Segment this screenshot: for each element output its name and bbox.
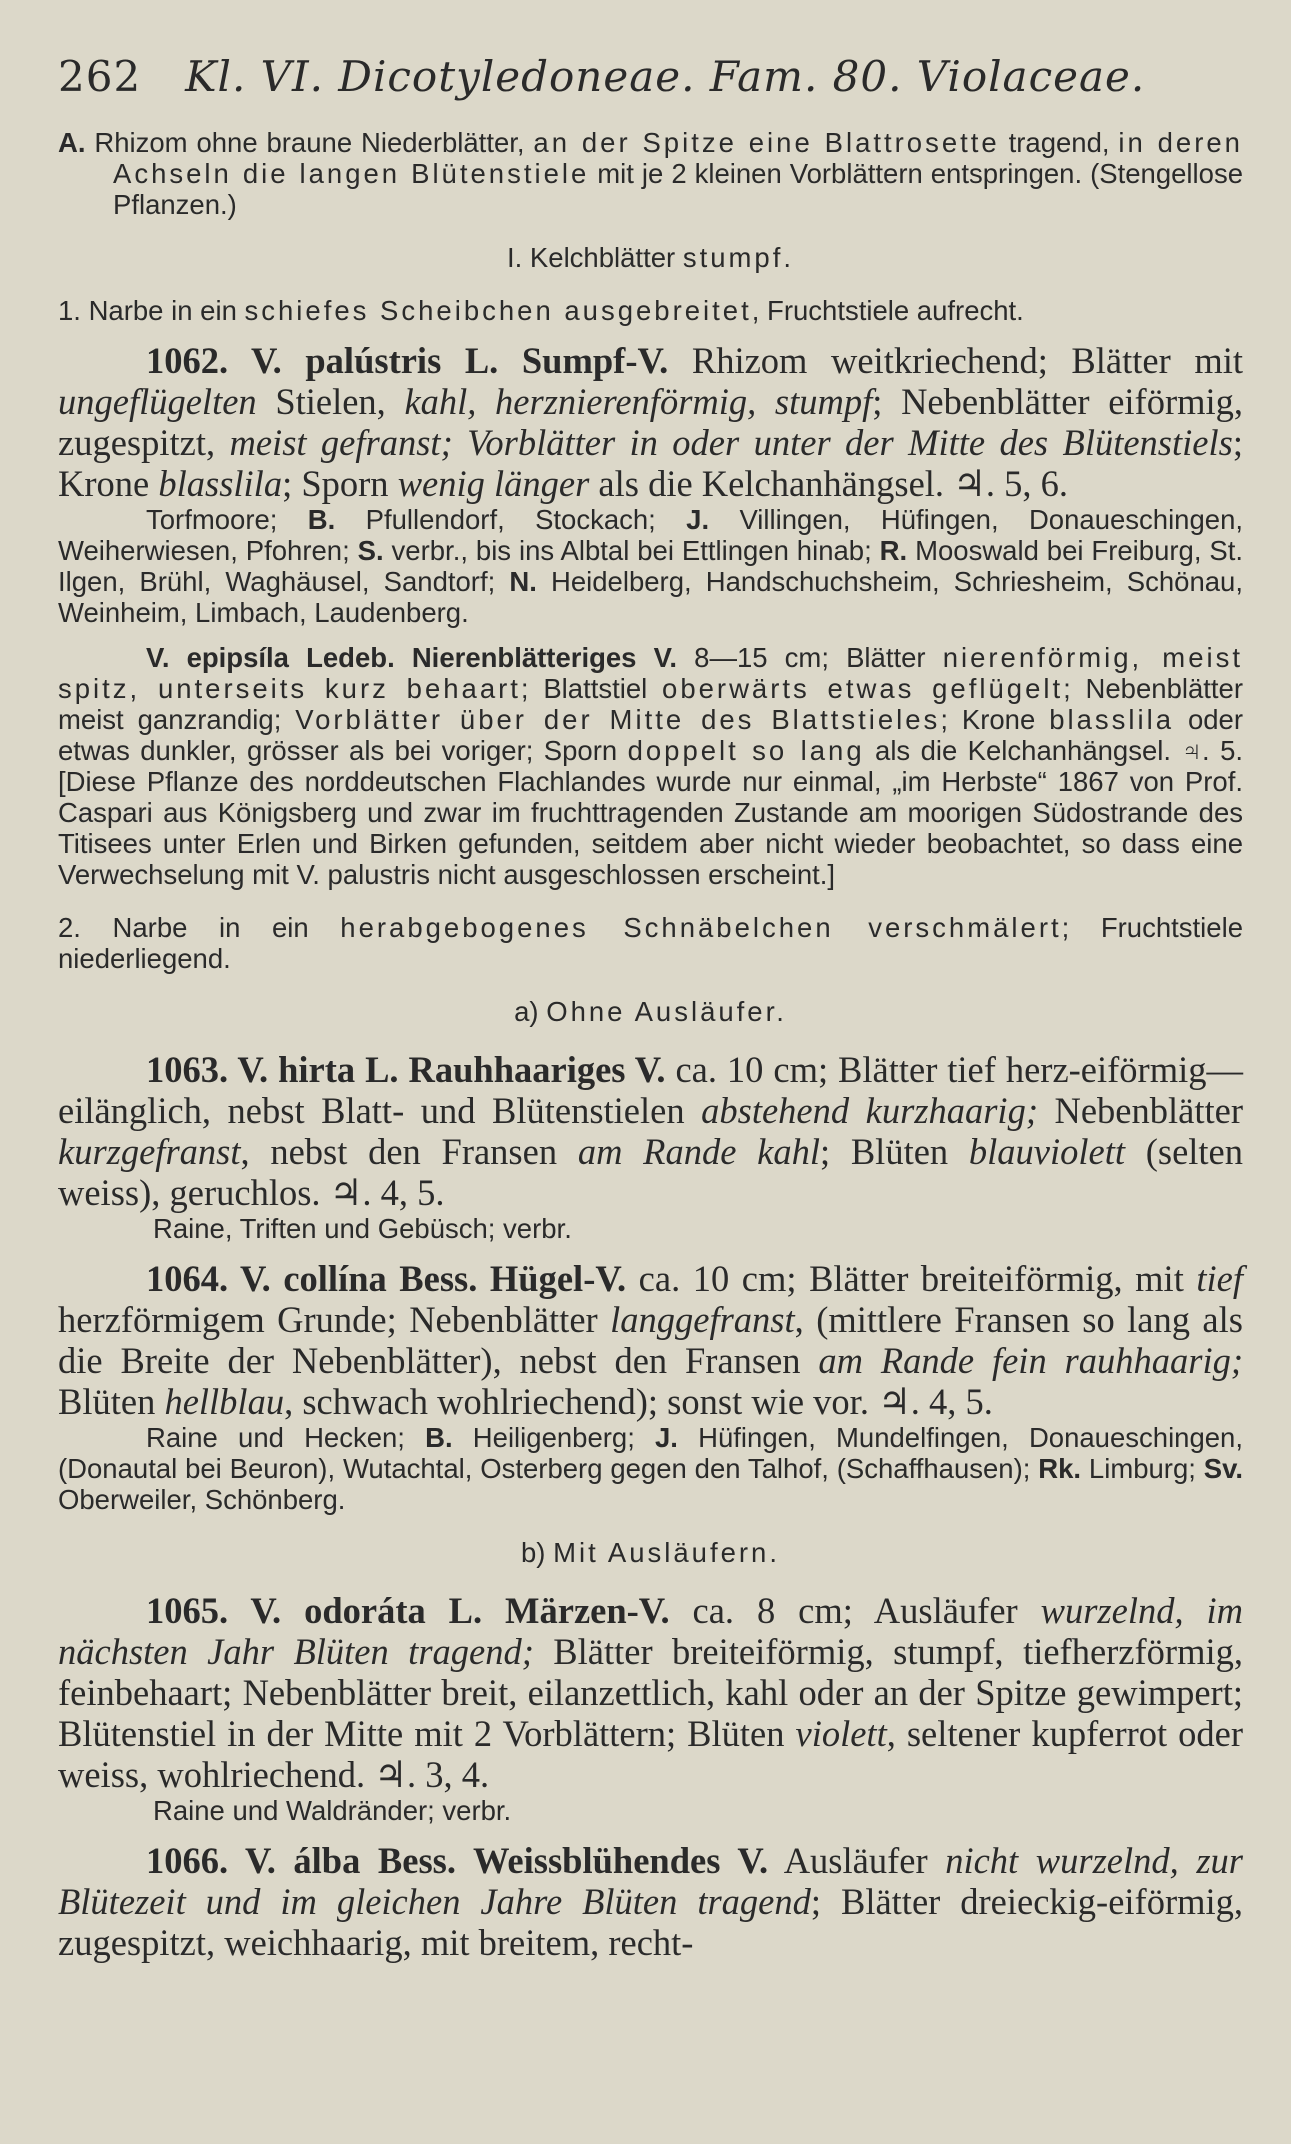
- species-1063: 1063. V. hirta L. Rauhhaariges V. ca. 10 cm; Blätter tief herz-eiförmig—eilänglich, nebst Blatt- und Blütenstielen abstehend kurzhaarig; Nebenblätter kurzgefranst, nebst den Fransen am Rande kahl; Blüten blauviolett (selten weiss), geruchlos. ♃. 4, 5.: [58, 1049, 1244, 1213]
- key-a: a) Ohne Ausläufer.: [514, 996, 787, 1027]
- species-1062: 1062. V. palústris L. Sumpf-V. Rhizom weitkriechend; Blätter mit ungeflügelten Stielen, kahl, herznierenförmig, stumpf; Nebenblätter eiförmig, zugespitzt, meist gefranst; Vorblätter in oder unter der Mitte des Blütenstiels; Krone blasslila; Sporn wenig länger als die Kelchanhängsel. ♃. 5, 6.: [58, 340, 1243, 504]
- species-1066: 1066. V. álba Bess. Weissblühendes V. Ausläufer nicht wurzelnd, zur Blütezeit und im gleichen Jahre Blüten tragend; Blätter dreieckig-eiförmig, zugespitzt, weichhaarig, mit breitem, recht-: [58, 1840, 1244, 1963]
- species-1064: 1064. V. collína Bess. Hügel-V. ca. 10 cm; Blätter breiteiförmig, mit tief herzförmigem Grunde; Nebenblätter langgefranst, (mittlere Fransen so lang als die Breite der Nebenblätter), nebst den Fransen am Rande fein rauhhaarig; Blüten hellblau, schwach wohlriechend); sonst wie vor. ♃. 4, 5.: [58, 1258, 1244, 1422]
- localities-1064: Raine und Hecken; B. Heiligenberg; J. Hüfingen, Mundelfingen, Donaueschingen, (Donautal bei Beuron), Wutachtal, Osterberg gegen den Talhof, (Schaffhausen); Rk. Limburg; Sv. Oberweiler, Schönberg.: [58, 1422, 1244, 1515]
- key-2: 2. Narbe in ein herabgebogenes Schnäbelchen verschmälert; Fruchtstiele niederliegend.: [58, 912, 1243, 974]
- localities-1063: Raine, Triften und Gebüsch; verbr.: [153, 1213, 572, 1244]
- key-b: b) Mit Ausläufern.: [521, 1537, 780, 1568]
- key-I: I. Kelchblätter stumpf.: [507, 242, 794, 273]
- localities-1062: Torfmoore; B. Pfullendorf, Stockach; J. Villingen, Hüfingen, Donaueschingen, Weiherwiesen, Pfohren; S. verbr., bis ins Albtal bei Ettlingen hinab; R. Mooswald bei Freiburg, St. Ilgen, Brühl, Waghäusel, Sandtorf; N. Heidelberg, Handschuchsheim, Schriesheim, Schönau, Weinheim, Limbach, Laudenberg.: [58, 504, 1244, 628]
- species-1065: 1065. V. odoráta L. Märzen-V. ca. 8 cm; Ausläufer wurzelnd, im nächsten Jahr Blüten tragend; Blätter breiteiförmig, stumpf, tiefherzförmig, feinbehaart; Nebenblätter breit, eilanzettlich, kahl oder an der Spitze gewimpert; Blütenstiel in der Mitte mit 2 Vorblättern; Blüten violett, seltener kupferrot oder weiss, wohlriechend. ♃. 3, 4.: [58, 1590, 1243, 1795]
- key-1: 1. Narbe in ein schiefes Scheibchen ausgebreitet, Fruchtstiele aufrecht.: [58, 295, 1024, 326]
- key-A: A. Rhizom ohne braune Niederblätter, an der Spitze eine Blattrosette tragend, in deren Achseln die langen Blütenstiele mit je 2 kleinen Vorblättern entspringen. (Stengellose Pflanzen.): [58, 127, 1243, 220]
- running-header: [58, 52, 1243, 101]
- localities-1065: Raine und Waldränder; verbr.: [153, 1795, 512, 1826]
- species-epipsila: V. epipsíla Ledeb. Nierenblätteriges V. 8—15 cm; Blätter nierenförmig, meist spitz, unterseits kurz behaart; Blattstiel oberwärts etwas geflügelt; Nebenblätter meist ganzrandig; Vorblätter über der Mitte des Blattstieles; Krone blasslila oder etwas dunkler, grösser als bei voriger; Sporn doppelt so lang als die Kelchanhängsel. ♃. 5. [Diese Pflanze des norddeutschen Flachlandes wurde nur einmal, „im Herbste“ 1867 von Prof. Caspari aus Königsberg und zwar im fruchttragenden Zustande am moorigen Südostrande des Titisees unter Erlen und Birken gefunden, seitdem aber nicht wieder beobachtet, so dass eine Verwechselung mit V. palustris nicht ausgeschlossen erscheint.]: [58, 642, 1244, 890]
- running-title: Kl. VI. Dicotyledoneae. Fam. 80. Violaceae.: [185, 52, 1146, 101]
- page-number: 262: [58, 52, 142, 101]
